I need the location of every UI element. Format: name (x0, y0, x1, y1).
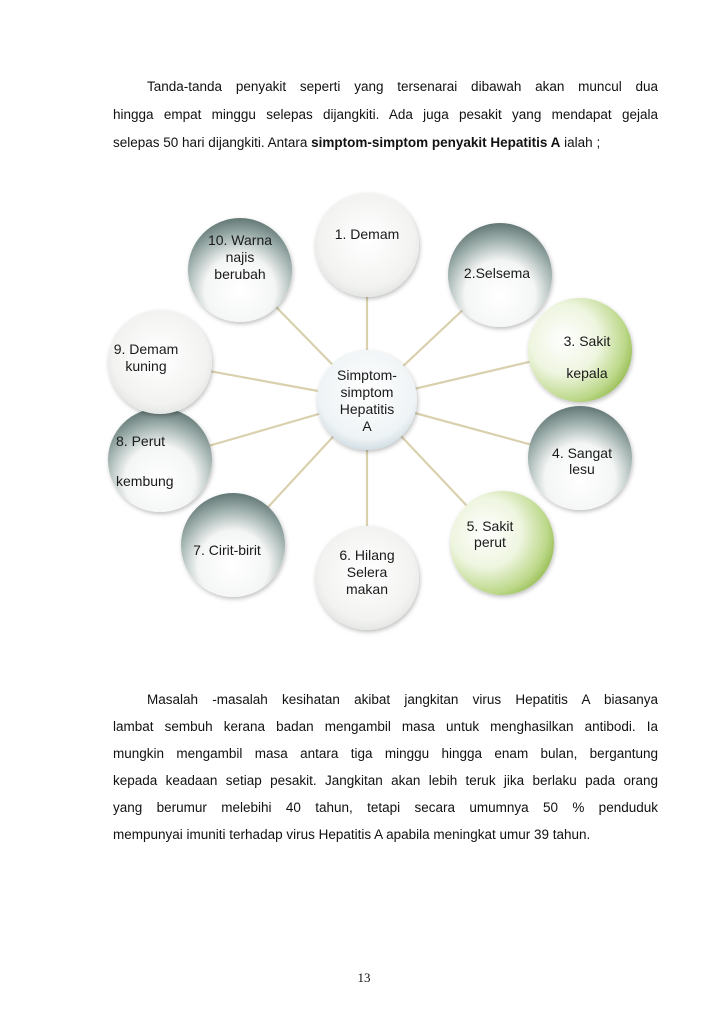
symptom-node (181, 493, 285, 597)
symptom-node (188, 218, 292, 322)
body-line-4: kepada keadaan setiap pesakit. Jangkitan akan lebih teruk jika berlaku pada orang (113, 773, 658, 788)
intro-line-3-end: ialah ; (560, 135, 601, 150)
center-node-circle (317, 350, 417, 450)
symptom-node-label: 6. Hilang Selera makan (339, 547, 395, 597)
symptom-node-label: 3. Sakit kepala (563, 333, 611, 381)
symptom-node (315, 526, 419, 630)
symptom-node (315, 193, 419, 297)
center-node-label: Simptom-simptom Hepatitis A (337, 367, 397, 434)
body-line-1: Masalah -masalah kesihatan akibat jangkitan virus Hepatitis A biasanya (147, 692, 658, 707)
symptom-node (528, 298, 632, 402)
symptom-node-label: 1. Demam (334, 226, 400, 242)
symptom-node (448, 223, 552, 327)
body-line-2: lambat sembuh kerana badan mengambil masa untuk menghasilkan antibodi. Ia (113, 719, 658, 734)
symptom-node-label: 8. Perut kembung (116, 433, 174, 489)
symptom-node (450, 491, 554, 595)
symptom-node-circle (108, 408, 212, 512)
body-line-3: mungkin mengambil masa antara tiga minggu hingga enam bulan, bergantung (113, 746, 658, 761)
intro-line-2: hingga empat minggu selepas dijangkiti. Ada juga pesakit yang mendapat gejala (113, 107, 658, 122)
body-line-6: mempunyai imuniti terhadap virus Hepatitis A apabila meningkat umur 39 tahun. (113, 827, 591, 842)
page-number: 13 (357, 970, 371, 985)
symptom-node-label: 9. Demam kuning (113, 341, 179, 374)
symptom-node-label: 7. Cirit-birit (193, 542, 261, 558)
symptom-node-circle (315, 193, 419, 297)
symptom-node-circle (528, 298, 632, 402)
intro-bold-phrase: simptom-simptom penyakit Hepatitis A (311, 135, 561, 150)
intro-line-3-text: selepas 50 hari dijangkiti. Antara (113, 135, 312, 150)
symptom-node-label: 5. Sakit perut (466, 518, 514, 550)
symptom-node (528, 406, 632, 510)
symptom-node-label: 10. Warna najis berubah (207, 232, 273, 282)
symptom-node-label: 2.Selsema (463, 265, 531, 281)
symptom-node (108, 408, 212, 512)
center-node (317, 350, 417, 450)
symptom-node (108, 310, 212, 414)
intro-line-1: Tanda-tanda penyakit seperti yang tersenarai dibawah akan muncul dua (147, 79, 658, 94)
body-line-5: yang berumur melebihi 40 tahun, tetapi secara umumnya 50 % penduduk (113, 800, 658, 815)
body-paragraph (113, 686, 658, 848)
symptom-node-label: 4. Sangat lesu (552, 445, 612, 477)
